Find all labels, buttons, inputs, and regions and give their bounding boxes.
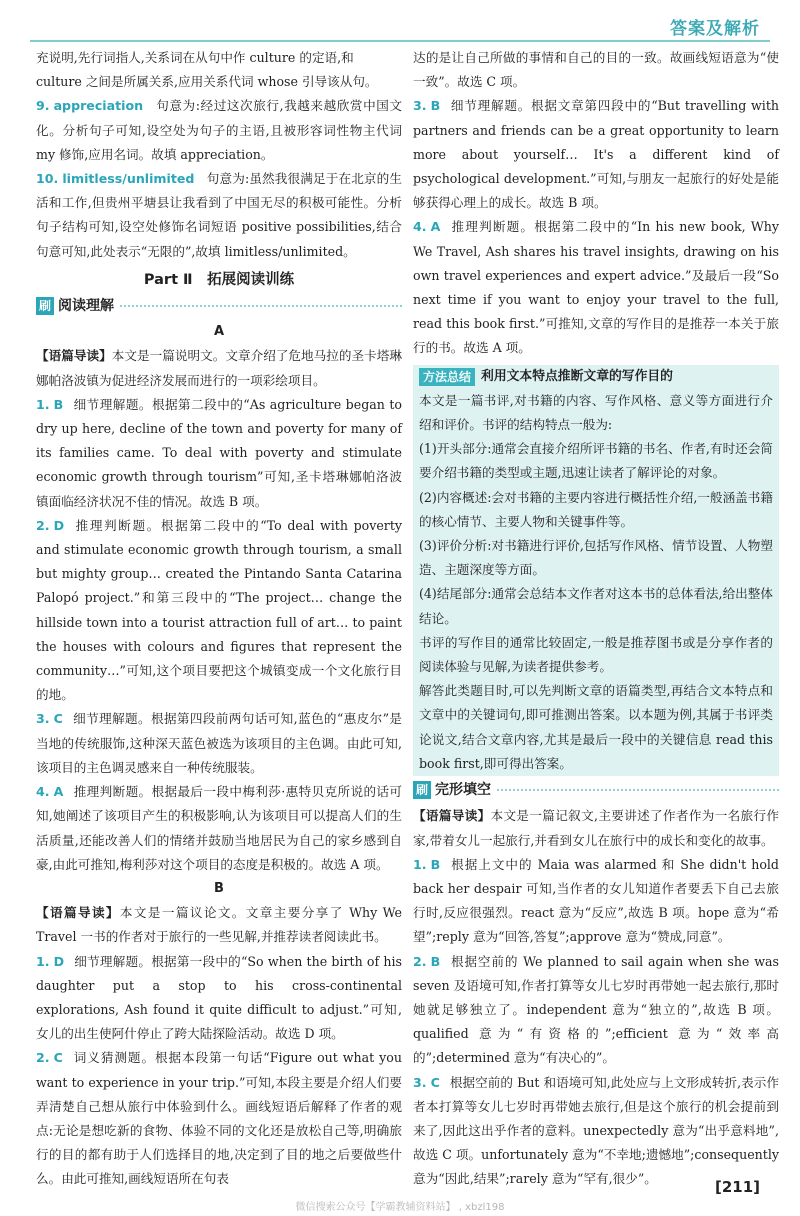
summary-para: (3)评价分析:对书籍进行评价,包括写作风格、情节设置、人物塑造、主题深度等方面。	[419, 538, 773, 578]
item-text: 推理判断题。根据最后一段中梅利莎·惠特贝克所说的话可知,她阐述了该项目产生的积极影响,认为该项目可以提高人们的生活质量,还能改善人们的情绪并鼓励当地居民为自己的家乡感到自豪,由此可推知,梅利莎对这个项目的态度是积极的。故选 A 项。	[36, 784, 402, 872]
page-number: [211]	[714, 1178, 760, 1196]
item-number: 2.	[36, 517, 50, 533]
summary-para: (2)内容概述:会对书籍的主要内容进行概括性介绍,一般涵盖书籍的核心情节、主要人物和关键事件等。	[419, 489, 773, 529]
item-number: 3.	[413, 1074, 427, 1090]
item-text: 细节理解题。根据第二段中的“As agriculture began to dry up here, decline of the town and poverty for many of its families came. To deal with poverty and stimulate economic growth through tourism”可知,圣卡塔琳娜帕洛波镇面临经济状况不佳的情况。故选 B 项。	[36, 396, 402, 509]
question-9	[36, 94, 402, 167]
answer-word: limitless/unlimited	[62, 171, 195, 187]
summary-tag: 方法总结	[419, 368, 475, 386]
cloze-guide	[413, 804, 779, 852]
passage-b-item	[413, 94, 779, 215]
section-badge: 刷	[413, 781, 431, 799]
item-answer: C	[53, 1050, 63, 1066]
item-answer: D	[53, 517, 65, 533]
item-text: 根据上文中的 Maia was alarmed 和 She didn't hold back her despair 可知,当作者的女儿知道作者要丢下自己去旅行时,反应很强烈。react 意为“反应”,故选 B 项。hope 意为“希望”;reply 意为“回答,答复”;approve 意为“赞成,同意”。	[413, 856, 779, 945]
passage-a-item	[36, 780, 402, 877]
passage-a-item	[36, 514, 402, 708]
item-number: 3.	[36, 711, 50, 727]
question-number: 9.	[36, 98, 50, 114]
section-badge: 刷	[36, 297, 54, 315]
item-number: 2.	[413, 953, 427, 969]
cloze-item	[413, 853, 779, 950]
item-text: 细节理解题。根据文章第四段中的“But travelling with partners and friends can be a great opportunity to learn more about yourself… It's a different kind of psychological development.”可知,与朋友一起旅行的好处是能够获得心理上的成长。故选 B 项。	[413, 98, 779, 211]
item-answer: A	[430, 219, 441, 235]
item-number: 4.	[36, 784, 50, 800]
guide-text: 本文是一篇说明文。文章介绍了危地马拉的圣卡塔琳娜帕洛波镇为促进经济发展而进行的一项彩绘项目。	[36, 348, 403, 388]
item-answer: B	[430, 856, 441, 872]
cloze-item	[413, 1071, 779, 1192]
intro-line-2: culture 之间是所属关系,应用关系代词 whose 引导该从句。	[36, 74, 378, 90]
summary-para: (4)结尾部分:通常会总结本文作者对这本书的总体看法,给出整体结论。	[419, 586, 773, 626]
intro-line-1: 充说明,先行词指人,关系词在从句中作 culture 的定语,和	[36, 50, 354, 65]
question-number: 10.	[36, 171, 59, 187]
item-answer: B	[53, 396, 64, 412]
summary-para: 本文是一篇书评,对书籍的内容、写作风格、意义等方面进行介绍和评价。书评的结构特点一般为:	[419, 392, 773, 433]
passage-a-item	[36, 393, 402, 514]
section-divider	[120, 305, 402, 307]
summary-title: 利用文本特点推断文章的写作目的	[481, 368, 673, 384]
question-10	[36, 167, 402, 264]
passage-a-item	[36, 707, 402, 780]
item-answer: B	[430, 98, 441, 114]
item-number: 2.	[36, 1050, 50, 1066]
guide-label: 【语篇导读】	[413, 808, 491, 824]
explanation: 句意为:经过这次旅行,我越来越欣赏中国文化。分析句子可知,设空处为句子的主语,且被形容词性物主代词 my 修饰,应用名词。故填 appreciation。	[36, 98, 402, 162]
item-number: 1.	[413, 856, 427, 872]
footer-watermark: 微信搜索公众号【学霸教辅资料站】 , xbzl198	[295, 1202, 505, 1213]
item-text: 推理判断题。根据第二段中的“To deal with poverty and stimulate economic growth through tourism, a small but mighty group… created the Pintando Santa Catarina Palopó project.”和第三段中的“The project… change the hillside town into a tourist attraction full of art… to paint the houses with colours and figures that represent the community…”可知,这个项目要把这个城镇变成一个文化旅行目的地。	[36, 517, 402, 703]
item-number: 1.	[36, 396, 50, 412]
summary-para: (1)开头部分:通常会直接介绍所评书籍的书名、作者,有时还会简要介绍书籍的类型或主题,迅速让读者了解评论的对象。	[419, 441, 773, 481]
passage-b-item	[36, 950, 402, 1047]
part-title: Part Ⅱ 拓展阅读训练	[143, 271, 295, 288]
item-text: 根据空前的 We planned to sail again when she was seven 及语境可知,作者打算等女儿七岁时再带她一起去旅行,那时她就足够独立了。independent 意为“独立的”,故选 B 项。qualified 意为“有资格的”;efficient 意为“效率高的”;determined 意为“有决心的”。	[413, 953, 779, 1066]
passage-a-guide	[36, 344, 402, 392]
passage-b-item	[413, 215, 779, 360]
item-text: 词义猜测题。根据本段第一句话“Figure out what you want to experience in your trip.”可知,本段主要是介绍人们要弄清楚自己想从旅行中体验到什么。画线短语后解释了作者的观点:无论是想吃新的食物、体验不同的文化还是放松自己等,明确旅行的目的都有助于人们选择目的地,决定到了目的地之后要做些什么。由此可推知,画线短语所在句表	[36, 1050, 402, 1187]
continued-text: 达的是让自己所做的事情和自己的目的一致。故画线短语意为“使一致”。故选 C 项。	[413, 50, 779, 90]
section-title: 完形填空	[435, 782, 492, 799]
item-text: 细节理解题。根据第四段前两句话可知,蓝色的“惠皮尔”是当地的传统服饰,这种深天蓝色被选为该项目的主色调。由此可知,该项目的主色调灵感来自一种传统服装。	[36, 711, 402, 775]
guide-text: 本文是一篇记叙文,主要讲述了作者作为一名旅行作家,带着女儿一起旅行,并看到女儿在旅行中的成长和变化的故事。	[413, 808, 779, 848]
item-number: 3.	[413, 98, 427, 114]
cloze-item	[413, 950, 779, 1071]
item-text: 推理判断题。根据第二段中的“In his new book, Why We Travel, Ash shares his travel insights, drawing on his own travel experiences and expert advice.”及最后一段“So next time if you want to enjoy your travel to the full, read this book first.”可推知,文章的写作目的是推荐一本关于旅行的书。故选 A 项。	[413, 219, 779, 356]
answer-word: appreciation	[53, 98, 144, 114]
page-number-value: 211	[721, 1178, 754, 1196]
guide-text: 本文是一篇议论文。文章主要分享了 Why We Travel 一书的作者对于旅行的一些见解,并推荐读者阅读此书。	[36, 905, 403, 945]
item-number: 1.	[36, 953, 50, 969]
header-rule	[30, 40, 770, 42]
answer-section-title: 答案及解析	[670, 19, 760, 39]
guide-label: 【语篇导读】	[36, 905, 120, 921]
item-number: 4.	[413, 219, 427, 235]
left-column	[36, 46, 402, 1192]
section-divider	[497, 789, 779, 791]
summary-para: 解答此类题目时,可以先判断文章的语篇类型,再结合文本特点和文章中的关键词句,即可推测出答案。以本题为例,其属于书评类论说文,结合文章内容,尤其是最后一段中的关键信息 read this book first,即可得出答案。	[419, 683, 773, 771]
item-text: 细节理解题。根据第一段中的“So when the birth of his daughter put a stop to his cross-continental explorations, Ash found it quite difficult to adjust.”可知,女儿的出生使阿什停止了跨大陆探险活动。故选 D 项。	[36, 953, 402, 1042]
explanation: 句意为:虽然我很满足于在北京的生活和工作,但贵州平塘县让我看到了中国无尽的积极可能性。分析句子结构可知,设空处修饰名词短语 positive possibilities,结合句意可知,此处表示“无限的”,故填 limitless/unlimited。	[36, 171, 402, 259]
passage-b-item	[36, 1046, 402, 1191]
item-answer: D	[53, 953, 65, 969]
passage-b-guide	[36, 901, 402, 949]
summary-header	[419, 365, 773, 389]
item-answer: A	[53, 784, 64, 800]
section-cloze-header	[413, 778, 779, 802]
summary-para: 书评的写作目的通常比较固定,一般是推荐图书或是分享作者的阅读体验与见解,为读者提供参考。	[419, 634, 773, 675]
passage-b-letter: B	[214, 880, 224, 896]
item-answer: C	[53, 711, 63, 727]
item-answer: B	[430, 953, 441, 969]
method-summary-box	[413, 365, 779, 776]
passage-a-letter: A	[213, 324, 225, 340]
item-answer: C	[430, 1074, 440, 1090]
section-title: 阅读理解	[58, 298, 115, 315]
section-reading-header	[36, 294, 402, 318]
item-text: 根据空前的 But 和语境可知,此处应与上文形成转折,表示作者本打算等女儿七岁时再带她去旅行,但是这个旅行的机会提前到来了,因此这出乎作者的意料。unexpectedly 意为“出乎意料地”,故选 C 项。unfortunately 意为“不幸地;遗憾地”;consequently 意为“因此,结果”;rarely 意为“罕有,很少”。	[413, 1074, 779, 1187]
right-column	[413, 46, 779, 1192]
guide-label: 【语篇导读】	[36, 348, 112, 364]
